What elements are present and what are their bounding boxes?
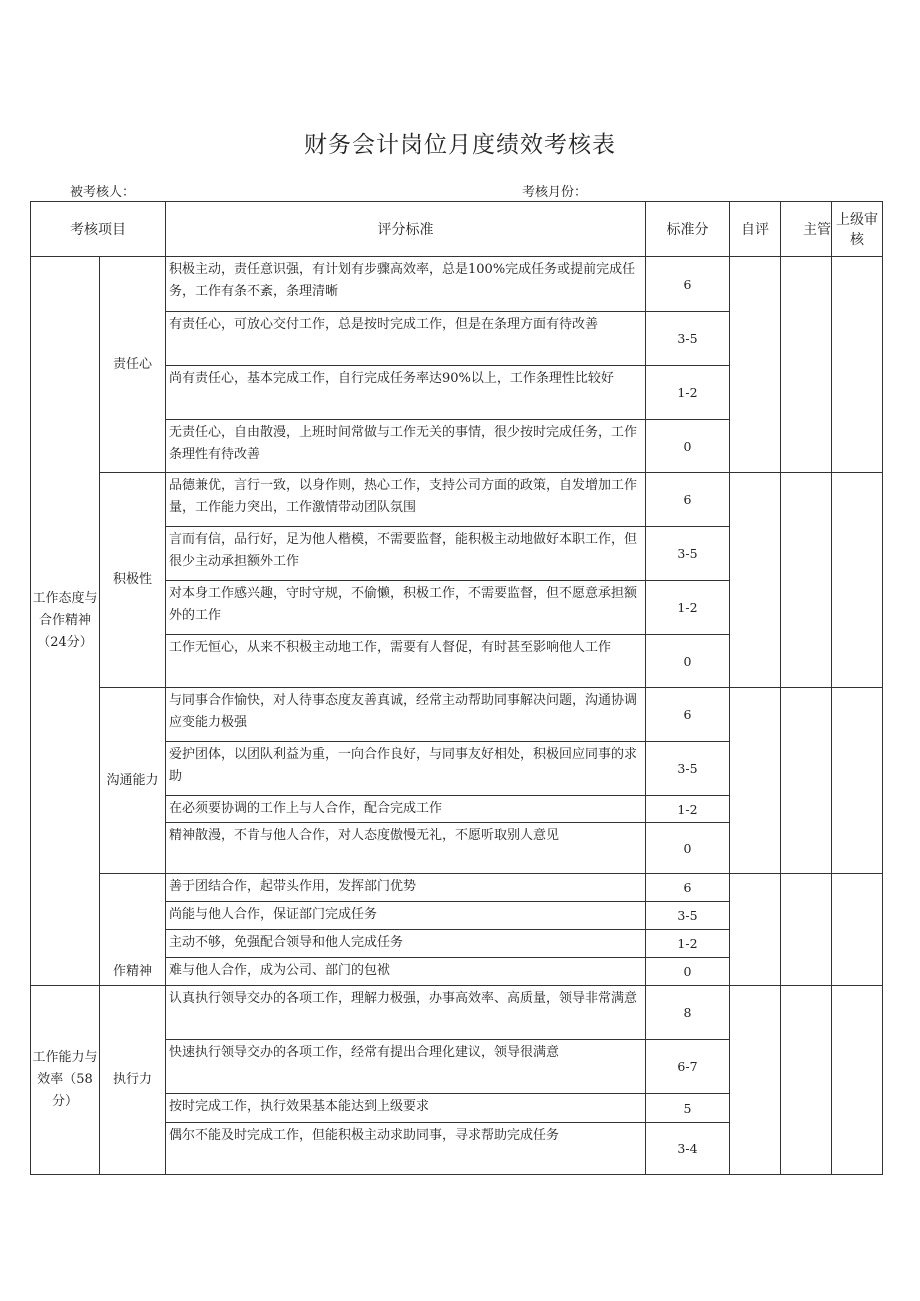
group-communication: 沟通能力 (100, 688, 166, 874)
self-score-cell[interactable] (730, 257, 781, 473)
superior-score-cell[interactable] (832, 874, 883, 986)
score-cell: 3-5 (646, 902, 730, 930)
manager-score-cell[interactable] (781, 473, 832, 688)
manager-score-cell[interactable] (781, 688, 832, 874)
assessee-label: 被考核人： (70, 185, 136, 200)
table-row (31, 688, 883, 742)
score-cell: 3-5 (646, 527, 730, 581)
group-responsibility: 责任心 (100, 257, 166, 473)
score-cell: 3-4 (646, 1123, 730, 1175)
superior-score-cell[interactable] (832, 986, 883, 1175)
header-self: 自评 (730, 202, 781, 257)
score-cell: 6 (646, 473, 730, 527)
criteria-cell: 精神散漫，不肯与他人合作，对人态度傲慢无礼，不愿听取别人意见 (166, 823, 646, 874)
group-execution: 执行力 (100, 986, 166, 1175)
superior-score-cell[interactable] (832, 473, 883, 688)
header-row (31, 202, 883, 257)
score-cell: 0 (646, 420, 730, 473)
table-row (31, 473, 883, 527)
score-cell: 0 (646, 958, 730, 986)
manager-score-cell[interactable] (781, 257, 832, 473)
table-row (31, 257, 883, 312)
header-superior: 上级审核 (832, 202, 883, 257)
criteria-cell: 品德兼优，言行一致，以身作则，热心工作，支持公司方面的政策，自发增加工作量，工作能力突出，工作激情带动团队氛围 (166, 473, 646, 527)
self-score-cell[interactable] (730, 986, 781, 1175)
criteria-cell: 偶尔不能及时完成工作，但能积极主动求助同事，寻求帮助完成任务 (166, 1123, 646, 1175)
criteria-cell: 尚能与他人合作，保证部门完成任务 (166, 902, 646, 930)
criteria-cell: 爱护团体，以团队利益为重，一向合作良好，与同事友好相处，积极回应同事的求助 (166, 742, 646, 796)
criteria-cell: 按时完成工作，执行效果基本能达到上级要求 (166, 1094, 646, 1123)
score-cell: 1-2 (646, 581, 730, 635)
group-teamwork: 作精神 (100, 874, 166, 986)
assessment-table (30, 201, 883, 1175)
score-cell: 6-7 (646, 1040, 730, 1094)
header-item: 考核项目 (31, 202, 166, 257)
criteria-cell: 言而有信，品行好，足为他人楷模，不需要监督，能积极主动地做好本职工作，但很少主动承担额外工作 (166, 527, 646, 581)
superior-score-cell[interactable] (832, 688, 883, 874)
page-title: 财务会计岗位月度绩效考核表 (304, 132, 616, 158)
superior-score-cell[interactable] (832, 257, 883, 473)
category-attitude: 工作态度与合作精神（24分） (31, 257, 100, 986)
score-cell: 6 (646, 688, 730, 742)
header-criteria: 评分标准 (166, 202, 646, 257)
criteria-cell: 无责任心，自由散漫，上班时间常做与工作无关的事情，很少按时完成任务，工作条理性有待改善 (166, 420, 646, 473)
score-cell: 1-2 (646, 796, 730, 823)
criteria-cell: 工作无恒心，从来不积极主动地工作，需要有人督促，有时甚至影响他人工作 (166, 635, 646, 688)
category-ability: 工作能力与效率（58分） (31, 986, 100, 1175)
criteria-cell: 与同事合作愉快，对人待事态度友善真诚，经常主动帮助同事解决问题，沟通协调应变能力极强 (166, 688, 646, 742)
score-cell: 1-2 (646, 366, 730, 420)
score-cell: 0 (646, 635, 730, 688)
table-row (31, 874, 883, 902)
manager-score-cell[interactable] (781, 986, 832, 1175)
criteria-cell: 有责任心，可放心交付工作，总是按时完成工作，但是在条理方面有待改善 (166, 312, 646, 366)
score-cell: 6 (646, 874, 730, 902)
score-cell: 8 (646, 986, 730, 1040)
score-cell: 3-5 (646, 312, 730, 366)
month-label: 考核月份： (522, 185, 588, 200)
manager-score-cell[interactable] (781, 874, 832, 986)
criteria-cell: 在必须要协调的工作上与人合作，配合完成工作 (166, 796, 646, 823)
header-manager: 主管 (781, 202, 832, 257)
self-score-cell[interactable] (730, 688, 781, 874)
criteria-cell: 主动不够，免强配合领导和他人完成任务 (166, 930, 646, 958)
header-standard: 标准分 (646, 202, 730, 257)
criteria-cell: 积极主动，责任意识强，有计划有步骤高效率，总是100%完成任务或提前完成任务，工作有条不紊，条理清晰 (166, 257, 646, 312)
score-cell: 1-2 (646, 930, 730, 958)
score-cell: 5 (646, 1094, 730, 1123)
score-cell: 0 (646, 823, 730, 874)
criteria-cell: 尚有责任心，基本完成工作，自行完成任务率达90%以上，工作条理性比较好 (166, 366, 646, 420)
criteria-cell: 认真执行领导交办的各项工作，理解力极强，办事高效率、高质量，领导非常满意 (166, 986, 646, 1040)
table-row (31, 986, 883, 1040)
criteria-cell: 善于团结合作，起带头作用，发挥部门优势 (166, 874, 646, 902)
criteria-cell: 对本身工作感兴趣，守时守规，不偷懒，积极工作，不需要监督，但不愿意承担额外的工作 (166, 581, 646, 635)
criteria-cell: 难与他人合作，成为公司、部门的包袱 (166, 958, 646, 986)
score-cell: 3-5 (646, 742, 730, 796)
self-score-cell[interactable] (730, 473, 781, 688)
score-cell: 6 (646, 257, 730, 312)
group-initiative: 积极性 (100, 473, 166, 688)
criteria-cell: 快速执行领导交办的各项工作，经常有提出合理化建议，领导很满意 (166, 1040, 646, 1094)
self-score-cell[interactable] (730, 874, 781, 986)
